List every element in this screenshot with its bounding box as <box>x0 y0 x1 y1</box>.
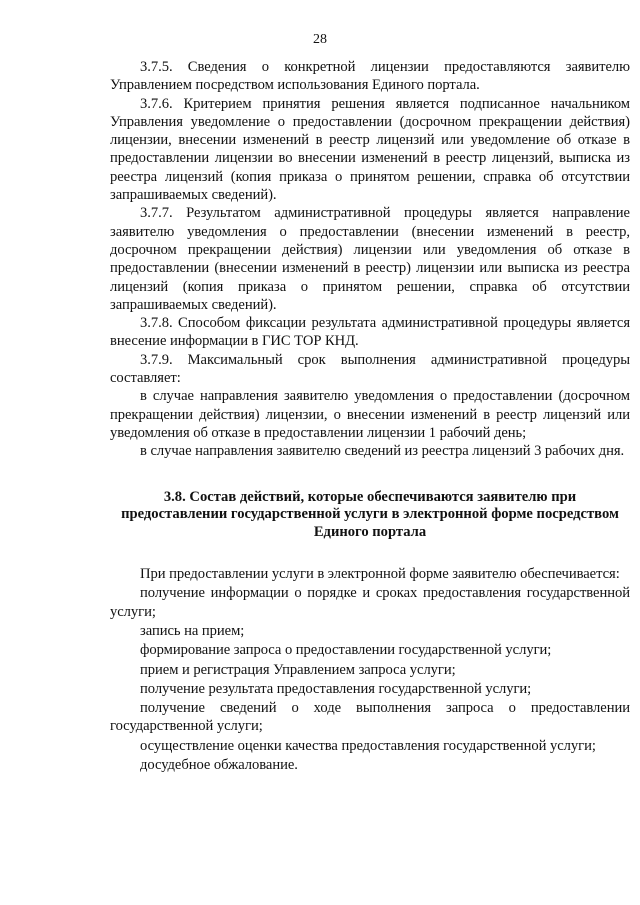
clause-3-7-8: 3.7.8. Способом фиксации результата административной процедуры является внесение информации в ГИС ТОР КНД. <box>110 315 630 350</box>
page-number: 28 <box>313 32 327 47</box>
list-item: формирование запроса о предоставлении государственной услуги; <box>140 642 552 659</box>
list-item: запись на прием; <box>140 622 245 639</box>
list-item: получение информации о порядке и сроках предоставления государственной услуги; <box>110 585 630 620</box>
list-item: прием и регистрация Управлением запроса услуги; <box>140 661 456 678</box>
clause-3-7-5: 3.7.5. Сведения о конкретной лицензии предоставляются заявителю Управлением посредством использования Единого портала. <box>110 59 630 94</box>
clause-3-7-7: 3.7.7. Результатом административной процедуры является направление заявителю уведомления о предоставлении (внесении изменений в реестр, досрочном прекращении действия) лицензии или уведомления об отказе в предоставлении (внесении изменений в реестр) лицензии или выписка из реестра лицензий (копия приказа о принятом решении, справка об отсутствии запрашиваемых сведений). <box>110 205 630 313</box>
list-item: получение сведений о ходе выполнения запроса о предоставлении государственной услуги; <box>110 700 630 735</box>
clause-3-7-9-case-1: в случае направления заявителю уведомления о предоставлении (досрочном прекращении действия) лицензии, о внесении изменений в реестр лицензий или уведомления об отказе в предоставлении лицензии 1 рабочий день; <box>110 388 630 441</box>
section-intro: При предоставлении услуги в электронной форме заявителю обеспечивается: <box>140 566 620 583</box>
section-heading-line: 3.8. Состав действий, которые обеспечиваются заявителю при <box>163 488 577 505</box>
section-heading-3-8 <box>110 489 630 542</box>
list-item: получение результата предоставления государственной услуги; <box>140 680 532 697</box>
list-item: досудебное обжалование. <box>140 757 298 773</box>
section-heading-line: предоставлении государственной услуги в электронной форме посредством <box>121 506 619 523</box>
clause-3-7-9-case-2: в случае направления заявителю сведений из реестра лицензий 3 рабочих дня. <box>140 443 625 460</box>
page-content <box>110 58 630 774</box>
section-heading-line: Единого портала <box>313 523 427 540</box>
list-item: осуществление оценки качества предоставления государственной услуги; <box>140 737 596 754</box>
clause-3-7-9: 3.7.9. Максимальный срок выполнения административной процедуры составляет: <box>110 351 630 387</box>
clause-3-7-6: 3.7.6. Критерием принятия решения является подписанное начальником Управления уведомление о предоставлении (досрочном прекращении действия) лицензии, внесении изменений в реестр лицензий или уведомление об отказе в предоставлении лицензии во внесении изменений в реестр лицензий, выписка из реестра лицензий (копия приказа о принятом решении, справка об отсутствии запрашиваемых сведений). <box>110 95 630 204</box>
